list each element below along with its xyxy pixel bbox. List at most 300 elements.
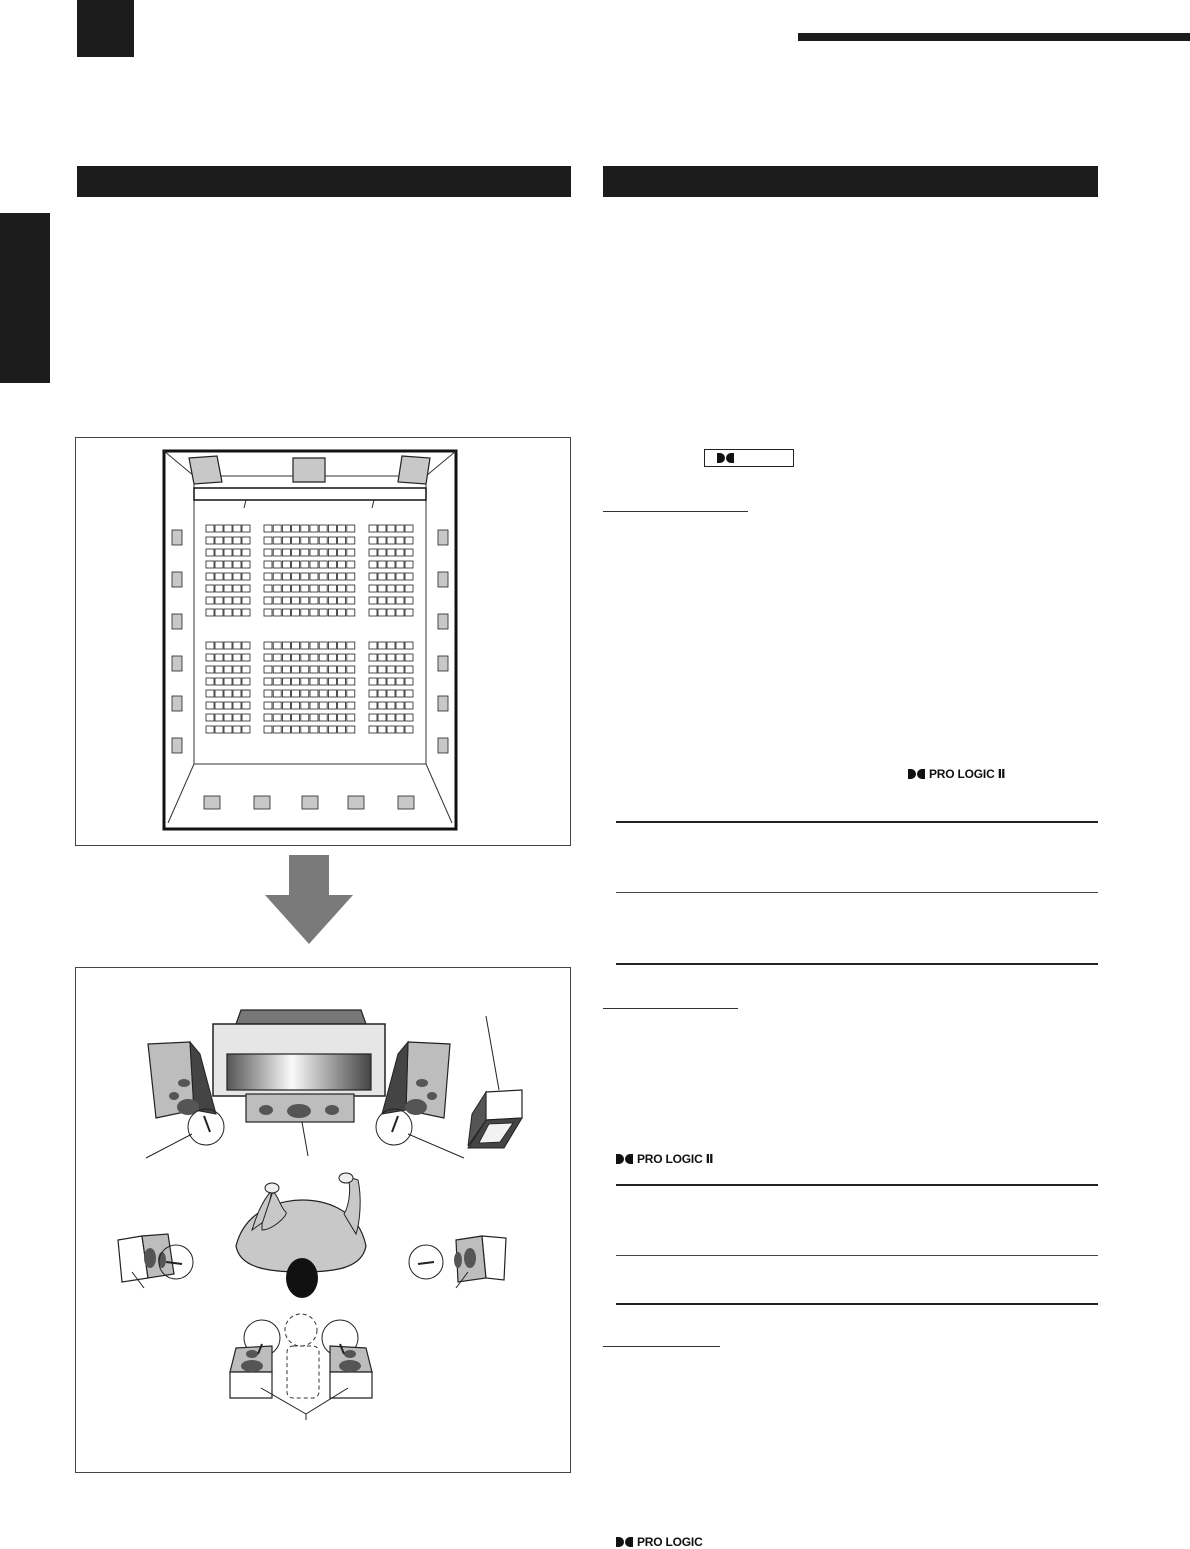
table-rule xyxy=(616,821,1098,823)
seat xyxy=(387,690,395,697)
seat xyxy=(233,678,241,685)
table-rule xyxy=(616,1303,1098,1305)
seat xyxy=(242,561,250,568)
seat xyxy=(338,714,346,721)
seat xyxy=(301,678,309,685)
seat xyxy=(396,690,404,697)
seat xyxy=(273,573,281,580)
seat xyxy=(347,654,355,661)
seat xyxy=(319,609,327,616)
seat xyxy=(292,642,300,649)
seat xyxy=(369,561,377,568)
seat xyxy=(242,642,250,649)
seat xyxy=(405,585,413,592)
wall-speaker-left xyxy=(172,572,182,587)
seat xyxy=(301,702,309,709)
seat xyxy=(292,666,300,673)
seat xyxy=(273,654,281,661)
dolby-double-d-icon xyxy=(616,1537,633,1547)
seat xyxy=(338,525,346,532)
seat xyxy=(378,714,386,721)
seat xyxy=(233,597,241,604)
pro-logic-ii-logo-upper xyxy=(908,767,1005,781)
theater-diagram xyxy=(76,438,572,847)
seat xyxy=(292,597,300,604)
seat xyxy=(387,549,395,556)
theater-center-speaker xyxy=(293,458,325,482)
seat xyxy=(301,585,309,592)
seat xyxy=(387,609,395,616)
seat xyxy=(319,573,327,580)
seat xyxy=(292,726,300,733)
seat xyxy=(282,609,290,616)
seat xyxy=(310,642,318,649)
seat xyxy=(242,666,250,673)
seat xyxy=(282,714,290,721)
seat xyxy=(405,726,413,733)
seat xyxy=(273,714,281,721)
seat xyxy=(347,597,355,604)
seat xyxy=(396,549,404,556)
seat xyxy=(369,549,377,556)
seat xyxy=(292,561,300,568)
seat xyxy=(273,549,281,556)
seat xyxy=(369,573,377,580)
seat xyxy=(310,561,318,568)
seat xyxy=(378,549,386,556)
rear-wall-speaker xyxy=(398,796,414,809)
pro-logic-ii-label: PRO LOGIC Ⅱ xyxy=(637,1152,714,1166)
seat xyxy=(396,654,404,661)
seat xyxy=(319,597,327,604)
seat xyxy=(301,609,309,616)
seat xyxy=(215,690,223,697)
seat xyxy=(242,585,250,592)
listener xyxy=(236,1173,366,1298)
seat xyxy=(347,561,355,568)
rear-wall-speaker xyxy=(302,796,318,809)
seat xyxy=(224,654,232,661)
seat xyxy=(233,561,241,568)
seat xyxy=(338,666,346,673)
theater-screen xyxy=(194,488,426,500)
seat xyxy=(387,726,395,733)
seat xyxy=(319,726,327,733)
seat xyxy=(206,561,214,568)
seat xyxy=(206,525,214,532)
seat xyxy=(405,597,413,604)
seat xyxy=(206,726,214,733)
seat xyxy=(405,690,413,697)
seat xyxy=(282,702,290,709)
seat xyxy=(242,714,250,721)
seat xyxy=(405,525,413,532)
seat xyxy=(282,537,290,544)
seat xyxy=(378,525,386,532)
seat xyxy=(264,573,272,580)
seat xyxy=(396,609,404,616)
seat xyxy=(338,654,346,661)
seat xyxy=(215,537,223,544)
seat xyxy=(233,525,241,532)
seat xyxy=(224,561,232,568)
seat xyxy=(405,549,413,556)
seat xyxy=(369,714,377,721)
seat xyxy=(206,714,214,721)
subsection-underline-3 xyxy=(603,1346,720,1347)
seat xyxy=(264,549,272,556)
seat xyxy=(405,666,413,673)
seat xyxy=(405,537,413,544)
seat xyxy=(292,690,300,697)
seat xyxy=(224,642,232,649)
wall-speaker-right xyxy=(438,656,448,671)
wall-speaker-left xyxy=(172,656,182,671)
seat xyxy=(224,525,232,532)
seat xyxy=(301,690,309,697)
seat xyxy=(301,537,309,544)
seat xyxy=(273,585,281,592)
seat xyxy=(338,690,346,697)
seat xyxy=(233,537,241,544)
seat xyxy=(242,537,250,544)
seat xyxy=(378,585,386,592)
seat xyxy=(224,597,232,604)
subsection-underline-2 xyxy=(603,1008,738,1009)
seat xyxy=(206,666,214,673)
seat xyxy=(387,573,395,580)
seat xyxy=(233,642,241,649)
seat xyxy=(264,690,272,697)
seat xyxy=(206,678,214,685)
seat xyxy=(292,573,300,580)
seat xyxy=(301,726,309,733)
seat xyxy=(233,654,241,661)
theater-diagram-frame xyxy=(75,437,571,846)
seat xyxy=(292,537,300,544)
seat xyxy=(264,714,272,721)
seat xyxy=(282,585,290,592)
seat xyxy=(206,654,214,661)
seat xyxy=(369,585,377,592)
seat xyxy=(233,714,241,721)
seat xyxy=(378,597,386,604)
pro-logic-logo xyxy=(616,1535,703,1549)
seat xyxy=(242,726,250,733)
seat xyxy=(319,537,327,544)
seat xyxy=(301,561,309,568)
seat xyxy=(273,678,281,685)
left-section-header-bar xyxy=(77,166,571,197)
seat xyxy=(310,654,318,661)
seat xyxy=(387,585,395,592)
seat xyxy=(310,714,318,721)
seat xyxy=(282,726,290,733)
seat xyxy=(405,609,413,616)
rear-wall-speaker xyxy=(204,796,220,809)
seat xyxy=(224,702,232,709)
rear-wall-speaker xyxy=(254,796,270,809)
seat xyxy=(369,525,377,532)
seat xyxy=(378,678,386,685)
surround-back-speakers xyxy=(230,1314,372,1420)
seat xyxy=(215,561,223,568)
seat xyxy=(233,702,241,709)
seat xyxy=(273,726,281,733)
seat xyxy=(369,537,377,544)
seat xyxy=(215,585,223,592)
seat xyxy=(273,702,281,709)
seat xyxy=(319,654,327,661)
table-rule xyxy=(616,1255,1098,1256)
subsection-underline-1 xyxy=(603,511,748,512)
seat xyxy=(301,525,309,532)
seat xyxy=(328,678,336,685)
seat xyxy=(338,585,346,592)
wall-speaker-left xyxy=(172,738,182,753)
seat xyxy=(224,573,232,580)
seat xyxy=(387,642,395,649)
seat xyxy=(264,654,272,661)
seat xyxy=(224,609,232,616)
seat xyxy=(264,597,272,604)
seat xyxy=(282,525,290,532)
seat xyxy=(206,609,214,616)
seat xyxy=(282,690,290,697)
seat xyxy=(282,597,290,604)
seat xyxy=(338,678,346,685)
wall-speaker-right xyxy=(438,572,448,587)
seat xyxy=(369,690,377,697)
seat xyxy=(328,714,336,721)
seat xyxy=(233,666,241,673)
pro-logic-label: PRO LOGIC xyxy=(637,1535,703,1549)
seat xyxy=(273,609,281,616)
seat xyxy=(282,642,290,649)
seat xyxy=(282,561,290,568)
seat xyxy=(310,726,318,733)
seat xyxy=(282,654,290,661)
seat xyxy=(282,678,290,685)
seat xyxy=(242,573,250,580)
front-right-speaker xyxy=(376,1042,464,1158)
seat xyxy=(347,678,355,685)
seat xyxy=(224,678,232,685)
seat xyxy=(328,597,336,604)
seat xyxy=(396,573,404,580)
seat xyxy=(273,666,281,673)
seat xyxy=(292,714,300,721)
seat xyxy=(206,549,214,556)
seat xyxy=(233,609,241,616)
seat xyxy=(310,525,318,532)
seat xyxy=(310,702,318,709)
seat xyxy=(347,702,355,709)
seat xyxy=(319,561,327,568)
seat xyxy=(206,537,214,544)
table-rule xyxy=(616,1184,1098,1186)
seat xyxy=(369,642,377,649)
seat xyxy=(264,726,272,733)
seat xyxy=(405,573,413,580)
wall-speaker-right xyxy=(438,530,448,545)
seat xyxy=(242,654,250,661)
seat xyxy=(273,537,281,544)
seat xyxy=(215,726,223,733)
seat xyxy=(206,642,214,649)
seat xyxy=(338,537,346,544)
seat xyxy=(319,702,327,709)
seat xyxy=(319,690,327,697)
seat xyxy=(206,597,214,604)
seat xyxy=(215,678,223,685)
television xyxy=(213,1010,385,1096)
seat xyxy=(328,666,336,673)
seat xyxy=(242,678,250,685)
seat xyxy=(319,525,327,532)
seat xyxy=(328,573,336,580)
dolby-double-d-icon xyxy=(616,1154,633,1164)
seat xyxy=(319,666,327,673)
seat xyxy=(328,537,336,544)
seat xyxy=(215,525,223,532)
seat xyxy=(347,714,355,721)
rear-wall-speaker xyxy=(348,796,364,809)
right-section-header-bar xyxy=(603,166,1098,197)
seat xyxy=(338,561,346,568)
seat xyxy=(369,666,377,673)
pro-logic-ii-label: PRO LOGIC Ⅱ xyxy=(929,767,1006,781)
seat xyxy=(206,573,214,580)
seat xyxy=(378,573,386,580)
seat xyxy=(215,609,223,616)
seat xyxy=(396,714,404,721)
seat xyxy=(338,573,346,580)
seat xyxy=(387,561,395,568)
seat xyxy=(273,561,281,568)
seat xyxy=(387,525,395,532)
seat xyxy=(264,585,272,592)
seat xyxy=(224,537,232,544)
down-arrow-icon xyxy=(264,855,354,945)
seat xyxy=(310,609,318,616)
seat xyxy=(347,609,355,616)
seat xyxy=(301,597,309,604)
wall-speaker-right xyxy=(438,614,448,629)
wall-speaker-right xyxy=(438,738,448,753)
seat xyxy=(215,597,223,604)
seat xyxy=(301,666,309,673)
seat xyxy=(264,642,272,649)
seat xyxy=(369,726,377,733)
seat xyxy=(224,666,232,673)
header-rule xyxy=(798,33,1190,41)
seat xyxy=(387,597,395,604)
center-speaker xyxy=(246,1094,354,1122)
seat xyxy=(310,585,318,592)
dolby-digital-logo-box xyxy=(704,449,794,467)
seat xyxy=(233,573,241,580)
seat xyxy=(338,597,346,604)
seat xyxy=(378,654,386,661)
seat xyxy=(347,666,355,673)
wall-speaker-left xyxy=(172,530,182,545)
seat xyxy=(405,642,413,649)
seat xyxy=(405,714,413,721)
seat xyxy=(242,702,250,709)
seat xyxy=(292,654,300,661)
seat xyxy=(328,690,336,697)
seat xyxy=(396,561,404,568)
seat xyxy=(242,690,250,697)
home-layout-diagram-frame xyxy=(75,967,571,1473)
seat xyxy=(405,561,413,568)
seat xyxy=(328,549,336,556)
seat xyxy=(328,585,336,592)
seat xyxy=(224,690,232,697)
seat xyxy=(319,585,327,592)
language-side-tab xyxy=(0,213,50,383)
seat xyxy=(310,690,318,697)
seat xyxy=(310,666,318,673)
page-tab-marker xyxy=(77,0,134,57)
seat xyxy=(301,654,309,661)
seat xyxy=(328,561,336,568)
theater-room-outline xyxy=(164,451,456,829)
subwoofer xyxy=(468,1016,522,1148)
seat xyxy=(405,678,413,685)
seat xyxy=(396,666,404,673)
seat xyxy=(378,726,386,733)
seat xyxy=(310,549,318,556)
wall-speaker-left xyxy=(172,614,182,629)
dolby-double-d-icon xyxy=(908,769,925,779)
seat xyxy=(233,690,241,697)
seat xyxy=(264,537,272,544)
seat xyxy=(264,609,272,616)
seat xyxy=(396,726,404,733)
seat xyxy=(347,726,355,733)
seat xyxy=(338,702,346,709)
seat xyxy=(319,642,327,649)
seat xyxy=(215,654,223,661)
seat xyxy=(292,585,300,592)
seat xyxy=(378,609,386,616)
seat xyxy=(328,609,336,616)
seat xyxy=(301,714,309,721)
seat xyxy=(301,573,309,580)
seat xyxy=(224,714,232,721)
seat xyxy=(347,525,355,532)
seat xyxy=(387,678,395,685)
seat xyxy=(378,537,386,544)
seat xyxy=(233,726,241,733)
seat xyxy=(378,702,386,709)
seat xyxy=(328,642,336,649)
wall-speaker-right xyxy=(438,696,448,711)
seat xyxy=(292,549,300,556)
seat xyxy=(338,549,346,556)
seat xyxy=(292,678,300,685)
theater-front-left-speaker xyxy=(189,456,222,484)
seat xyxy=(242,525,250,532)
seat xyxy=(405,654,413,661)
seat xyxy=(347,690,355,697)
seat xyxy=(264,561,272,568)
seat xyxy=(310,537,318,544)
seat xyxy=(206,690,214,697)
seat xyxy=(328,702,336,709)
